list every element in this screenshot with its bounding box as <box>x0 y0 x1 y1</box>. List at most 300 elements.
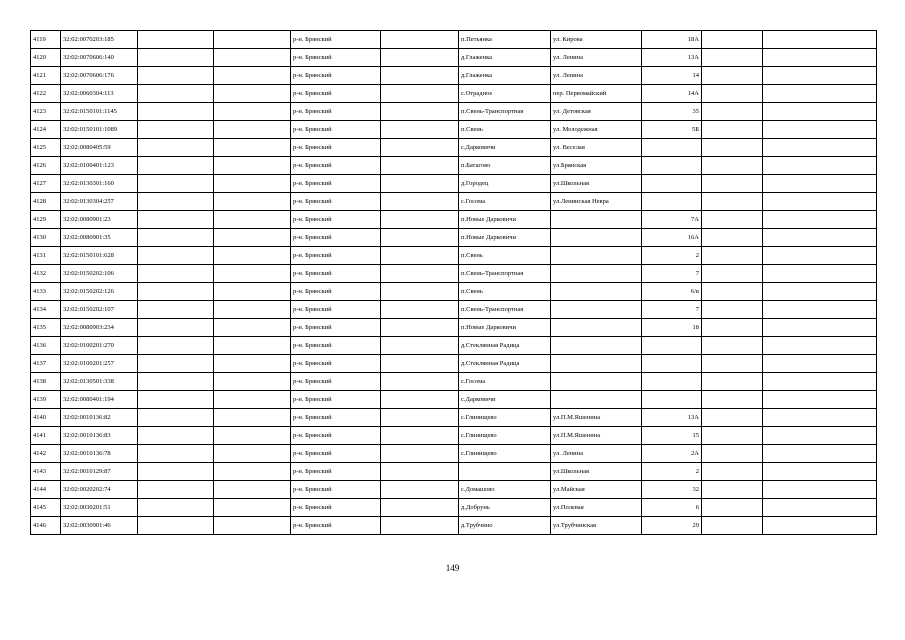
blank-cell-cell <box>214 103 291 121</box>
cadastral-number-cell: 32:02:0150101:1145 <box>61 103 138 121</box>
street-cell <box>551 391 642 409</box>
street-cell: ул.Полевая <box>551 499 642 517</box>
street-cell <box>551 211 642 229</box>
street-cell: ул. Веселая <box>551 139 642 157</box>
settlement-cell: с.Дарковичи <box>459 139 551 157</box>
table-row <box>31 103 877 121</box>
blank-cell-cell <box>214 283 291 301</box>
blank-cell-cell <box>138 337 214 355</box>
blank-cell-cell <box>763 211 877 229</box>
blank-cell-cell <box>138 175 214 193</box>
blank-cell-cell <box>702 265 763 283</box>
blank-cell-cell <box>138 427 214 445</box>
street-cell: ул. Молодежная <box>551 121 642 139</box>
row-number-cell: 4146 <box>31 517 61 535</box>
blank-cell-cell <box>763 193 877 211</box>
blank-cell-cell <box>763 103 877 121</box>
blank-cell-cell <box>214 193 291 211</box>
house-number-cell: 7А <box>642 211 702 229</box>
cadastral-number-cell: 32:02:0100401:123 <box>61 157 138 175</box>
blank-cell-cell <box>214 67 291 85</box>
blank-cell-cell <box>138 157 214 175</box>
row-number-cell: 4132 <box>31 265 61 283</box>
settlement-cell: д.Глаженка <box>459 49 551 67</box>
blank-cell-cell <box>763 157 877 175</box>
blank-cell-cell <box>381 445 459 463</box>
blank-cell-cell <box>138 85 214 103</box>
street-cell: ул. Ленина <box>551 445 642 463</box>
blank-cell-cell <box>138 49 214 67</box>
blank-cell-cell <box>381 463 459 481</box>
district-cell: р-н. Брянский <box>291 157 381 175</box>
blank-cell-cell <box>138 409 214 427</box>
blank-cell-cell <box>763 31 877 49</box>
street-cell <box>551 229 642 247</box>
blank-cell-cell <box>138 67 214 85</box>
settlement-cell: с.Домашово <box>459 481 551 499</box>
blank-cell-cell <box>702 193 763 211</box>
row-number-cell: 4123 <box>31 103 61 121</box>
street-cell: ул. Ленина <box>551 67 642 85</box>
blank-cell-cell <box>763 517 877 535</box>
district-cell: р-н. Брянский <box>291 373 381 391</box>
blank-cell-cell <box>381 499 459 517</box>
cadastral-number-cell: 32:02:0080901:35 <box>61 229 138 247</box>
blank-cell-cell <box>381 247 459 265</box>
blank-cell-cell <box>381 427 459 445</box>
settlement-cell <box>459 463 551 481</box>
street-cell <box>551 283 642 301</box>
blank-cell-cell <box>214 409 291 427</box>
blank-cell-cell <box>381 301 459 319</box>
blank-cell-cell <box>381 121 459 139</box>
settlement-cell: д.Стеклянная Радица <box>459 355 551 373</box>
street-cell <box>551 247 642 265</box>
cadastral-number-cell: 32:02:0080901:23 <box>61 211 138 229</box>
district-cell: р-н. Брянский <box>291 355 381 373</box>
table-row <box>31 319 877 337</box>
district-cell: р-н. Брянский <box>291 427 381 445</box>
blank-cell-cell <box>214 319 291 337</box>
blank-cell-cell <box>381 85 459 103</box>
blank-cell-cell <box>763 121 877 139</box>
district-cell: р-н. Брянский <box>291 247 381 265</box>
blank-cell-cell <box>702 445 763 463</box>
house-number-cell: 18 <box>642 319 702 337</box>
settlement-cell: п.Свень <box>459 247 551 265</box>
house-number-cell: 29 <box>642 517 702 535</box>
blank-cell-cell <box>763 67 877 85</box>
row-number-cell: 4126 <box>31 157 61 175</box>
blank-cell-cell <box>763 355 877 373</box>
blank-cell-cell <box>138 229 214 247</box>
blank-cell-cell <box>381 67 459 85</box>
street-cell: ул. Кирова <box>551 31 642 49</box>
row-number-cell: 4128 <box>31 193 61 211</box>
district-cell: р-н. Брянский <box>291 31 381 49</box>
settlement-cell: д.Добрунь <box>459 499 551 517</box>
row-number-cell: 4119 <box>31 31 61 49</box>
blank-cell-cell <box>381 283 459 301</box>
row-number-cell: 4135 <box>31 319 61 337</box>
blank-cell-cell <box>381 355 459 373</box>
cadastral-number-cell: 32:02:0070606:176 <box>61 67 138 85</box>
blank-cell-cell <box>214 31 291 49</box>
blank-cell-cell <box>214 121 291 139</box>
blank-cell-cell <box>381 265 459 283</box>
table-row <box>31 517 877 535</box>
house-number-cell <box>642 355 702 373</box>
row-number-cell: 4122 <box>31 85 61 103</box>
district-cell: р-н. Брянский <box>291 283 381 301</box>
house-number-cell <box>642 157 702 175</box>
blank-cell-cell <box>702 391 763 409</box>
blank-cell-cell <box>214 139 291 157</box>
district-cell: р-н. Брянский <box>291 265 381 283</box>
row-number-cell: 4125 <box>31 139 61 157</box>
row-number-cell: 4127 <box>31 175 61 193</box>
district-cell: р-н. Брянский <box>291 463 381 481</box>
blank-cell-cell <box>214 391 291 409</box>
street-cell <box>551 355 642 373</box>
street-cell <box>551 337 642 355</box>
settlement-cell: д.Стеклянная Радица <box>459 337 551 355</box>
blank-cell-cell <box>763 175 877 193</box>
district-cell: р-н. Брянский <box>291 175 381 193</box>
row-number-cell: 4129 <box>31 211 61 229</box>
row-number-cell: 4145 <box>31 499 61 517</box>
row-number-cell: 4130 <box>31 229 61 247</box>
blank-cell-cell <box>702 355 763 373</box>
cadastral-number-cell: 32:02:0010136:78 <box>61 445 138 463</box>
blank-cell-cell <box>138 211 214 229</box>
blank-cell-cell <box>381 517 459 535</box>
row-number-cell: 4138 <box>31 373 61 391</box>
table-row <box>31 409 877 427</box>
table-row <box>31 85 877 103</box>
blank-cell-cell <box>138 283 214 301</box>
blank-cell-cell <box>763 409 877 427</box>
table-row <box>31 355 877 373</box>
table-row <box>31 337 877 355</box>
street-cell: ул.П.М.Яшенина <box>551 409 642 427</box>
blank-cell-cell <box>763 229 877 247</box>
house-number-cell: 14А <box>642 85 702 103</box>
district-cell: р-н. Брянский <box>291 391 381 409</box>
blank-cell-cell <box>763 301 877 319</box>
table-row <box>31 265 877 283</box>
blank-cell-cell <box>214 229 291 247</box>
settlement-cell: п.Новые Дарковичи <box>459 211 551 229</box>
blank-cell-cell <box>763 481 877 499</box>
table-row <box>31 175 877 193</box>
blank-cell-cell <box>381 139 459 157</box>
blank-cell-cell <box>138 139 214 157</box>
table-row <box>31 49 877 67</box>
cadastral-number-cell: 32:02:0100201:270 <box>61 337 138 355</box>
blank-cell-cell <box>214 265 291 283</box>
settlement-cell: п.Свень <box>459 283 551 301</box>
table-body <box>31 31 877 535</box>
blank-cell-cell <box>214 517 291 535</box>
table-row <box>31 121 877 139</box>
blank-cell-cell <box>763 373 877 391</box>
blank-cell-cell <box>763 265 877 283</box>
house-number-cell: 2А <box>642 445 702 463</box>
district-cell: р-н. Брянский <box>291 211 381 229</box>
cadastral-number-cell: 32:02:0060304:113 <box>61 85 138 103</box>
district-cell: р-н. Брянский <box>291 103 381 121</box>
settlement-cell: с.Госома <box>459 193 551 211</box>
blank-cell-cell <box>702 85 763 103</box>
street-cell: ул.Школьная <box>551 463 642 481</box>
settlement-cell: с.Дарковичи <box>459 391 551 409</box>
cadastral-number-cell: 32:02:0010136:83 <box>61 427 138 445</box>
cadastral-number-cell: 32:02:0030901:46 <box>61 517 138 535</box>
house-number-cell: 13А <box>642 49 702 67</box>
table-row <box>31 373 877 391</box>
blank-cell-cell <box>702 49 763 67</box>
street-cell: ул.Трубчинская <box>551 517 642 535</box>
row-number-cell: 4141 <box>31 427 61 445</box>
settlement-cell: с.Госома <box>459 373 551 391</box>
table-row <box>31 427 877 445</box>
house-number-cell <box>642 391 702 409</box>
row-number-cell: 4143 <box>31 463 61 481</box>
blank-cell-cell <box>763 49 877 67</box>
house-number-cell: 5Б <box>642 121 702 139</box>
blank-cell-cell <box>702 67 763 85</box>
district-cell: р-н. Брянский <box>291 445 381 463</box>
blank-cell-cell <box>702 337 763 355</box>
blank-cell-cell <box>138 121 214 139</box>
blank-cell-cell <box>702 139 763 157</box>
blank-cell-cell <box>214 427 291 445</box>
blank-cell-cell <box>763 139 877 157</box>
blank-cell-cell <box>138 517 214 535</box>
street-cell <box>551 301 642 319</box>
blank-cell-cell <box>702 373 763 391</box>
cadastral-number-cell: 32:02:0150202:126 <box>61 283 138 301</box>
house-number-cell <box>642 139 702 157</box>
street-cell: ул.Майская <box>551 481 642 499</box>
blank-cell-cell <box>138 373 214 391</box>
district-cell: р-н. Брянский <box>291 193 381 211</box>
district-cell: р-н. Брянский <box>291 139 381 157</box>
blank-cell-cell <box>138 445 214 463</box>
cadastral-number-cell: 32:02:0080401:194 <box>61 391 138 409</box>
house-number-cell: 7 <box>642 265 702 283</box>
blank-cell-cell <box>138 481 214 499</box>
cadastral-number-cell: 32:02:0070203:185 <box>61 31 138 49</box>
district-cell: р-н. Брянский <box>291 409 381 427</box>
street-cell: ул. Детовская <box>551 103 642 121</box>
blank-cell-cell <box>763 247 877 265</box>
district-cell: р-н. Брянский <box>291 499 381 517</box>
blank-cell-cell <box>214 463 291 481</box>
house-number-cell: 35 <box>642 103 702 121</box>
row-number-cell: 4137 <box>31 355 61 373</box>
street-cell: ул.П.М.Яшенина <box>551 427 642 445</box>
table-row <box>31 301 877 319</box>
house-number-cell: 32 <box>642 481 702 499</box>
blank-cell-cell <box>214 445 291 463</box>
street-cell <box>551 265 642 283</box>
blank-cell-cell <box>381 409 459 427</box>
settlement-cell: п.Свень <box>459 121 551 139</box>
blank-cell-cell <box>138 499 214 517</box>
district-cell: р-н. Брянский <box>291 517 381 535</box>
cadastral-number-cell: 32:02:0130304:257 <box>61 193 138 211</box>
street-cell: ул.Ленинская Невра <box>551 193 642 211</box>
table-row <box>31 211 877 229</box>
blank-cell-cell <box>763 337 877 355</box>
row-number-cell: 4121 <box>31 67 61 85</box>
cadastral-number-cell: 32:02:0150202:106 <box>61 265 138 283</box>
district-cell: р-н. Брянский <box>291 337 381 355</box>
settlement-cell: с.Отрадное <box>459 85 551 103</box>
table-row <box>31 193 877 211</box>
house-number-cell <box>642 373 702 391</box>
street-cell: ул.Школьная <box>551 175 642 193</box>
cadastral-number-cell: 32:02:0150101:1089 <box>61 121 138 139</box>
table-row <box>31 31 877 49</box>
settlement-cell: д.Городец <box>459 175 551 193</box>
blank-cell-cell <box>702 283 763 301</box>
settlement-cell: с.Глинищево <box>459 409 551 427</box>
blank-cell-cell <box>138 319 214 337</box>
settlement-cell: п.Петьянка <box>459 31 551 49</box>
cadastral-number-cell: 32:02:0130501:338 <box>61 373 138 391</box>
blank-cell-cell <box>214 85 291 103</box>
blank-cell-cell <box>702 481 763 499</box>
table-row <box>31 139 877 157</box>
cadastral-number-cell: 32:02:0100201:257 <box>61 355 138 373</box>
blank-cell-cell <box>214 49 291 67</box>
house-number-cell <box>642 337 702 355</box>
blank-cell-cell <box>702 211 763 229</box>
blank-cell-cell <box>381 157 459 175</box>
cadastral-number-cell: 32:02:0020202:74 <box>61 481 138 499</box>
blank-cell-cell <box>138 103 214 121</box>
blank-cell-cell <box>381 319 459 337</box>
table-row <box>31 499 877 517</box>
blank-cell-cell <box>702 103 763 121</box>
district-cell: р-н. Брянский <box>291 481 381 499</box>
row-number-cell: 4131 <box>31 247 61 265</box>
blank-cell-cell <box>381 373 459 391</box>
district-cell: р-н. Брянский <box>291 301 381 319</box>
blank-cell-cell <box>214 355 291 373</box>
row-number-cell: 4139 <box>31 391 61 409</box>
settlement-cell: п.Новые Дарковичи <box>459 229 551 247</box>
cadastral-number-cell: 32:02:0150101:628 <box>61 247 138 265</box>
district-cell: р-н. Брянский <box>291 319 381 337</box>
blank-cell-cell <box>138 355 214 373</box>
house-number-cell: 6 <box>642 499 702 517</box>
table-row <box>31 247 877 265</box>
cadastral-number-cell: 32:02:0010129:87 <box>61 463 138 481</box>
blank-cell-cell <box>702 517 763 535</box>
blank-cell-cell <box>138 391 214 409</box>
settlement-cell: д.Трубчино <box>459 517 551 535</box>
row-number-cell: 4133 <box>31 283 61 301</box>
settlement-cell: с.Глинищево <box>459 445 551 463</box>
blank-cell-cell <box>702 463 763 481</box>
blank-cell-cell <box>381 31 459 49</box>
street-cell <box>551 373 642 391</box>
blank-cell-cell <box>214 301 291 319</box>
blank-cell-cell <box>214 373 291 391</box>
blank-cell-cell <box>763 427 877 445</box>
blank-cell-cell <box>138 247 214 265</box>
blank-cell-cell <box>138 265 214 283</box>
blank-cell-cell <box>702 409 763 427</box>
district-cell: р-н. Брянский <box>291 49 381 67</box>
blank-cell-cell <box>214 211 291 229</box>
house-number-cell: 13А <box>642 409 702 427</box>
blank-cell-cell <box>763 391 877 409</box>
blank-cell-cell <box>763 463 877 481</box>
blank-cell-cell <box>763 445 877 463</box>
cadastral-number-cell: 32:02:0030201:51 <box>61 499 138 517</box>
district-cell: р-н. Брянский <box>291 85 381 103</box>
blank-cell-cell <box>702 319 763 337</box>
house-number-cell: 2 <box>642 463 702 481</box>
house-number-cell <box>642 175 702 193</box>
house-number-cell: 2 <box>642 247 702 265</box>
row-number-cell: 4120 <box>31 49 61 67</box>
cadastral-number-cell: 32:02:0130301:160 <box>61 175 138 193</box>
settlement-cell: с.Глинищево <box>459 427 551 445</box>
row-number-cell: 4144 <box>31 481 61 499</box>
blank-cell-cell <box>702 121 763 139</box>
blank-cell-cell <box>702 157 763 175</box>
district-cell: р-н. Брянский <box>291 229 381 247</box>
blank-cell-cell <box>138 193 214 211</box>
blank-cell-cell <box>763 319 877 337</box>
house-number-cell <box>642 193 702 211</box>
blank-cell-cell <box>381 211 459 229</box>
blank-cell-cell <box>214 175 291 193</box>
street-cell: ул.Брянская <box>551 157 642 175</box>
table-row <box>31 463 877 481</box>
blank-cell-cell <box>702 427 763 445</box>
blank-cell-cell <box>381 229 459 247</box>
row-number-cell: 4124 <box>31 121 61 139</box>
house-number-cell: 14 <box>642 67 702 85</box>
blank-cell-cell <box>138 31 214 49</box>
blank-cell-cell <box>381 193 459 211</box>
blank-cell-cell <box>381 49 459 67</box>
blank-cell-cell <box>138 463 214 481</box>
row-number-cell: 4134 <box>31 301 61 319</box>
blank-cell-cell <box>138 301 214 319</box>
house-number-cell: 7 <box>642 301 702 319</box>
registry-table <box>30 30 877 535</box>
blank-cell-cell <box>702 499 763 517</box>
house-number-cell: 15 <box>642 427 702 445</box>
blank-cell-cell <box>381 337 459 355</box>
row-number-cell: 4136 <box>31 337 61 355</box>
blank-cell-cell <box>763 85 877 103</box>
house-number-cell: 16А <box>642 229 702 247</box>
row-number-cell: 4142 <box>31 445 61 463</box>
blank-cell-cell <box>702 229 763 247</box>
table-row <box>31 481 877 499</box>
table-row <box>31 391 877 409</box>
cadastral-number-cell: 32:02:0080903:234 <box>61 319 138 337</box>
